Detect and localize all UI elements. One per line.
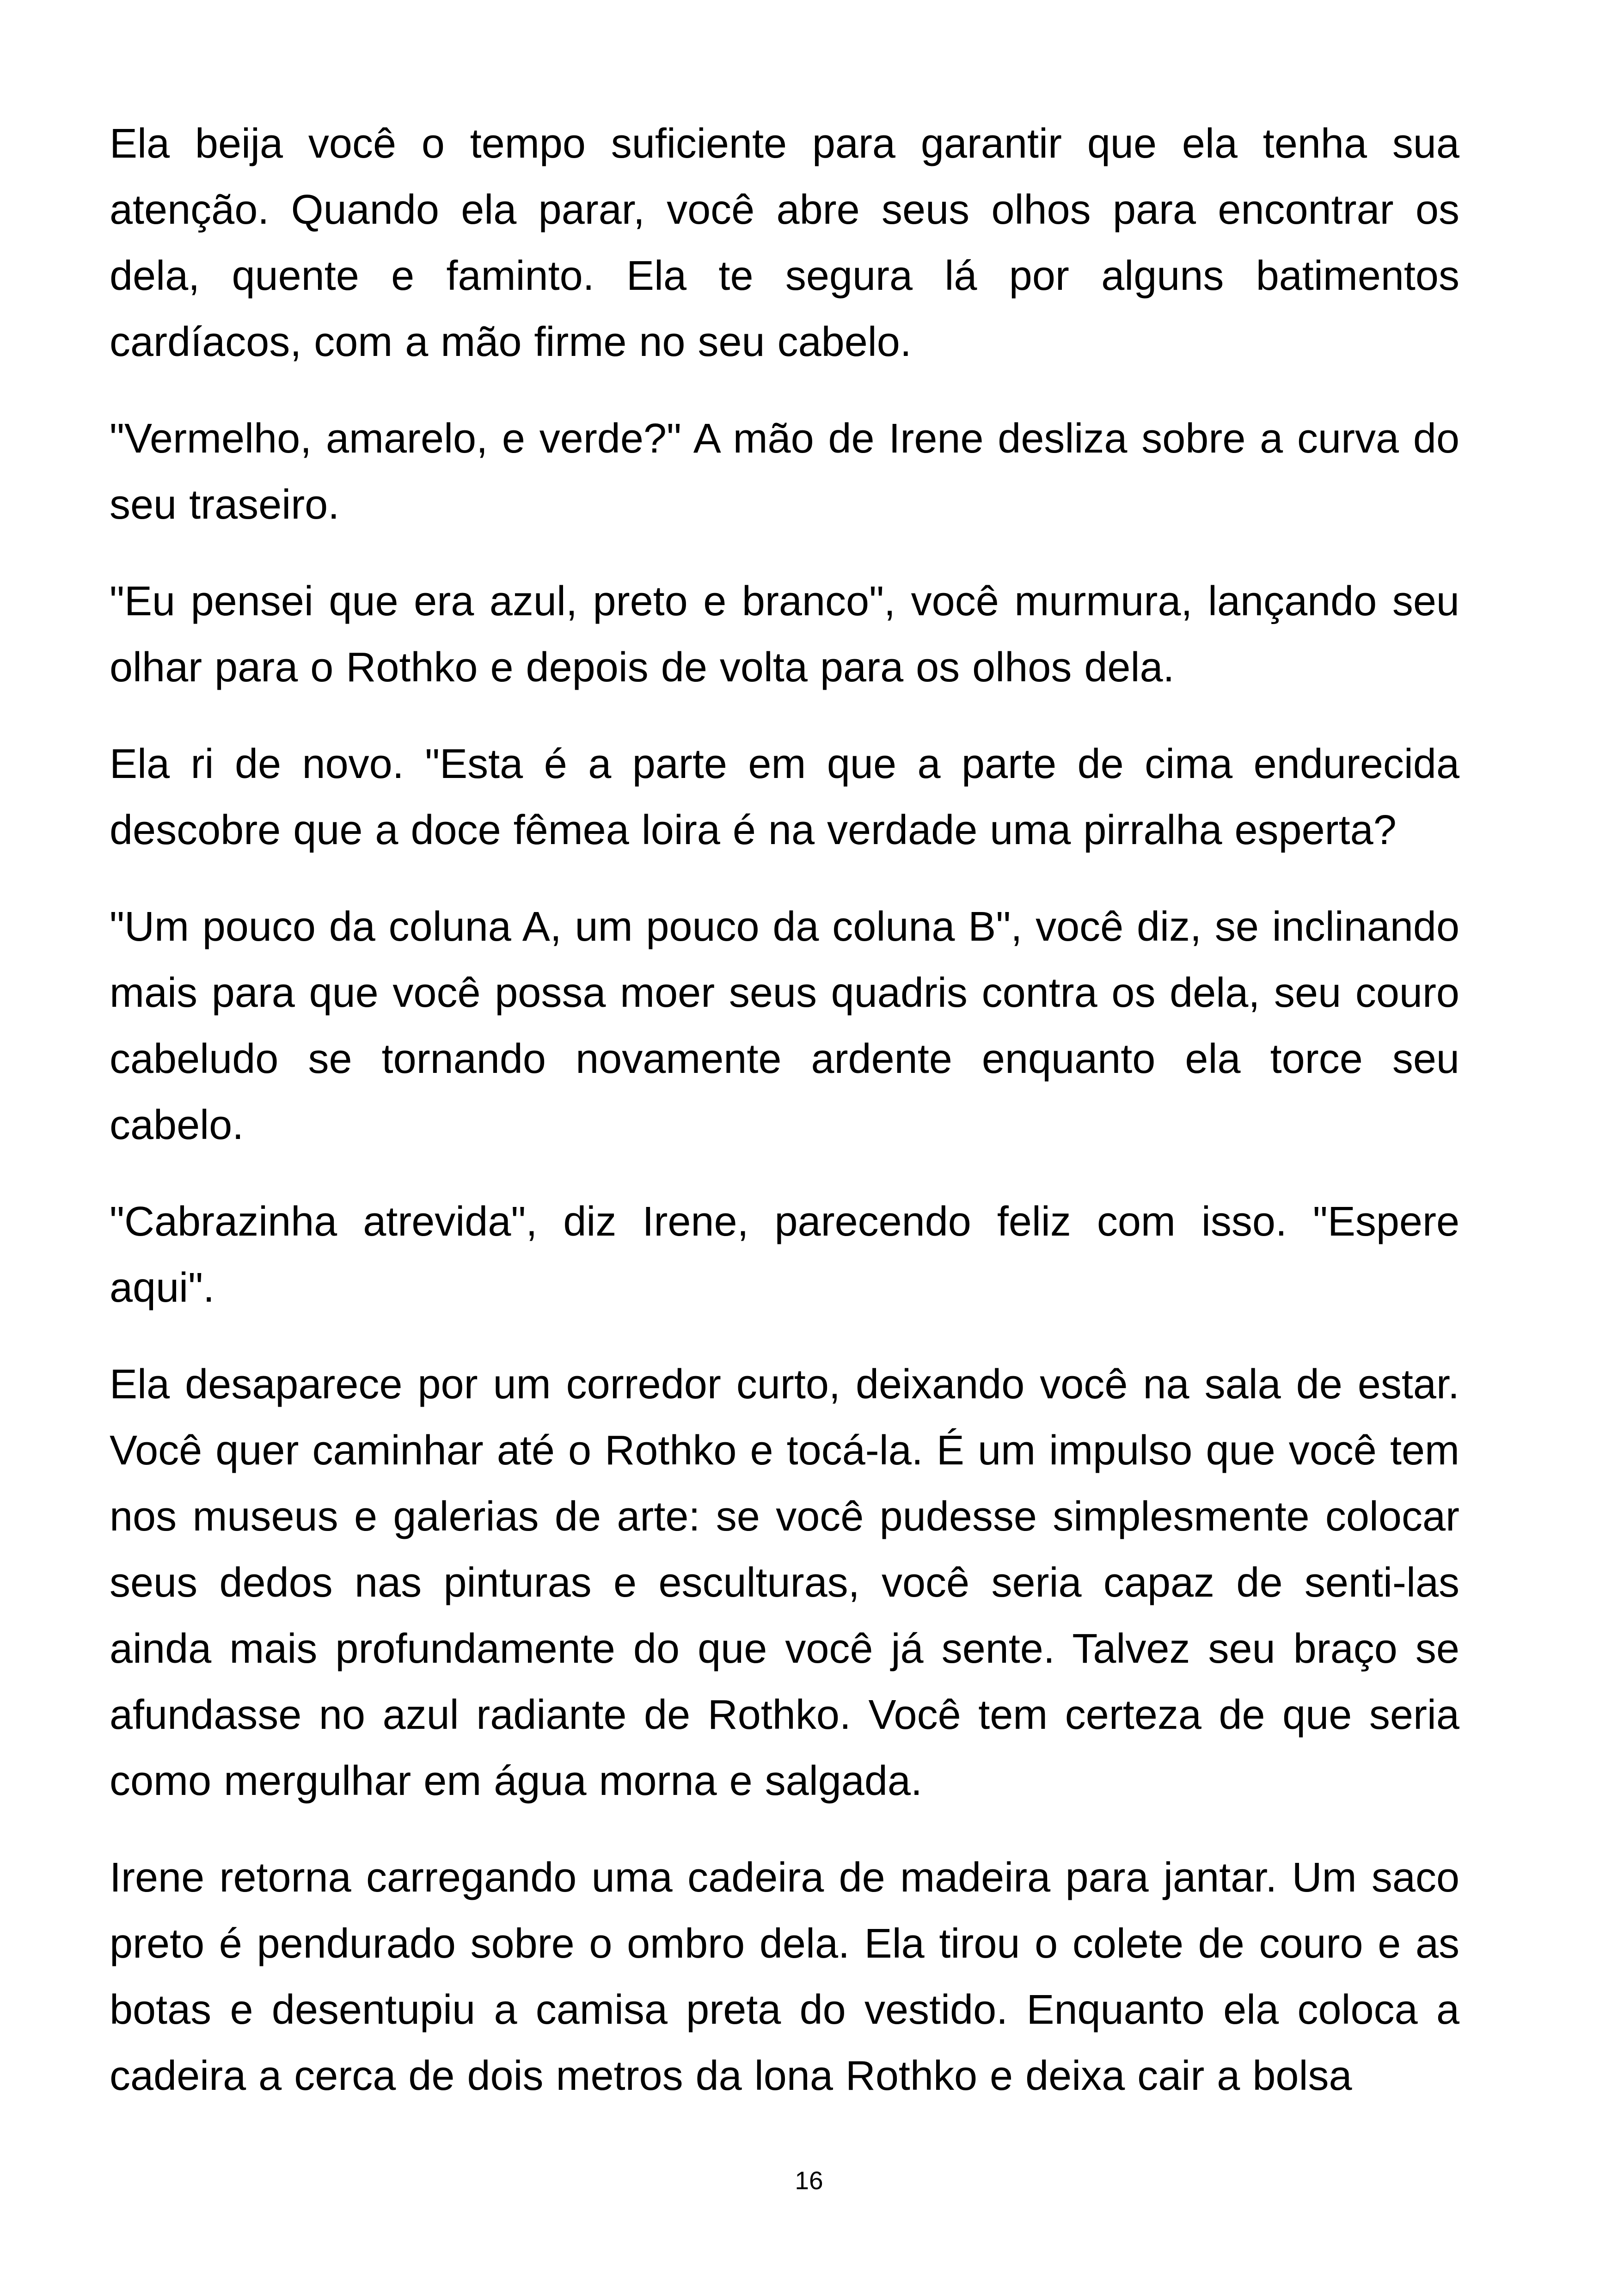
paragraph-6: "Cabrazinha atrevida", diz Irene, parecendo feliz com isso. "Espere aqui". [110, 1199, 1459, 1311]
page-number: 16 [795, 2166, 823, 2195]
paragraph-7: Ela desaparece por um corredor curto, deixando você na sala de estar. Você quer caminhar até o Rothko e tocá-la. É um impulso que você tem nos museus e galerias de arte: se você pudesse simplesmente colocar seus dedos nas pinturas e esculturas, você seria capaz de senti-las ainda mais profundamente do que você já sente. Talvez seu braço se afundasse no azul radiante de Rothko. Você tem certeza de que seria como mergulhar em água morna e salgada. [110, 1361, 1459, 1804]
paragraph-3: "Eu pensei que era azul, preto e branco", você murmura, lançando seu olhar para o Rothko e depois de volta para os olhos dela. [110, 578, 1459, 691]
paragraph-5: "Um pouco da coluna A, um pouco da coluna B", você diz, se inclinando mais para que você possa moer seus quadris contra os dela, seu couro cabeludo se tornando novamente ardente enquanto ela torce seu cabelo. [110, 904, 1459, 1148]
paragraph-4: Ela ri de novo. "Esta é a parte em que a parte de cima endurecida descobre que a doce fêmea loira é na verdade uma pirralha esperta? [110, 741, 1459, 853]
body-text [110, 111, 1459, 2140]
paragraph-1: Ela beija você o tempo suficiente para garantir que ela tenha sua atenção. Quando ela parar, você abre seus olhos para encontrar os dela, quente e faminto. Ela te segura lá por alguns batimentos cardíacos, com a mão firme no seu cabelo. [110, 121, 1459, 365]
paragraph-8: Irene retorna carregando uma cadeira de madeira para jantar. Um saco preto é pendurado sobre o ombro dela. Ela tirou o colete de couro e as botas e desentupiu a camisa preta do vestido. Enquanto ela coloca a cadeira a cerca de dois metros da lona Rothko e deixa cair a bolsa [110, 1855, 1459, 2099]
paragraph-2: "Vermelho, amarelo, e verde?" A mão de Irene desliza sobre a curva do seu traseiro. [110, 416, 1459, 528]
